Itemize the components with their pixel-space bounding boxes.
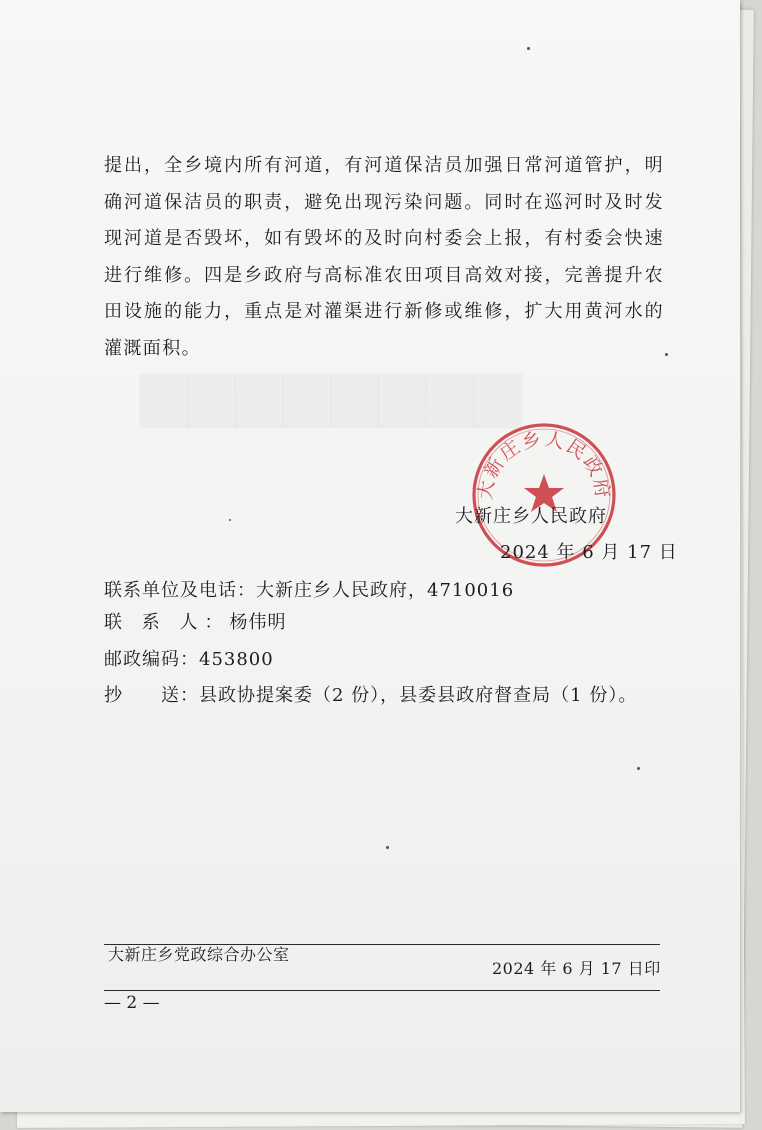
contact-unit-line xyxy=(104,576,514,602)
scan-speck xyxy=(527,47,530,50)
cc-line xyxy=(104,681,637,707)
postal-code-value: 453800 xyxy=(199,649,274,670)
scan-speck xyxy=(229,519,231,521)
contact-unit-value: 大新庄乡人民政府，4710016 xyxy=(256,580,515,601)
footer-print-date: 2024 年 6 月 17 日印 xyxy=(492,959,661,978)
page-number: — 2 — xyxy=(104,993,160,1013)
scan-speck xyxy=(665,353,668,356)
footer-bottom-rule xyxy=(104,990,660,991)
contact-unit-label: 联系单位及电话： xyxy=(104,580,256,601)
postal-code-label: 邮政编码： xyxy=(104,649,199,670)
contact-person-value: 杨伟明 xyxy=(229,612,287,633)
cc-label: 抄 送： xyxy=(104,685,199,706)
seal-text: 大新庄乡人民政府 xyxy=(474,428,614,502)
body-paragraph: 提出，全乡境内所有河道，有河道保洁员加强日常河道管护，明确河道保洁员的职责，避免出现污染问题。同时在巡河时及时发现河道是否毁坏，如有毁坏的及时向村委会上报，有村委会快速进行维修。四是乡政府与高标准农田项目高效对接，完善提升农田设施的能力，重点是对灌渠进行新修或维修，扩大用黄河水的灌溉面积。 xyxy=(104,155,664,359)
scan-speck xyxy=(637,767,640,770)
signature-date: 2024 年 6 月 17 日 xyxy=(500,542,678,563)
footer-office: 大新庄乡党政综合办公室 xyxy=(108,945,290,964)
contact-person-line xyxy=(104,608,286,634)
contact-person-label: 联 系 人： xyxy=(104,612,230,633)
cc-value: 县政协提案委（2 份），县委县政府督查局（1 份）。 xyxy=(199,685,638,706)
postal-code-line xyxy=(104,645,274,671)
bleed-through-decoration: ▆▆▆▆▆▆▆▆ xyxy=(140,355,522,428)
signature-organization: 大新庄乡人民政府 xyxy=(455,506,607,527)
scan-speck xyxy=(386,846,389,849)
